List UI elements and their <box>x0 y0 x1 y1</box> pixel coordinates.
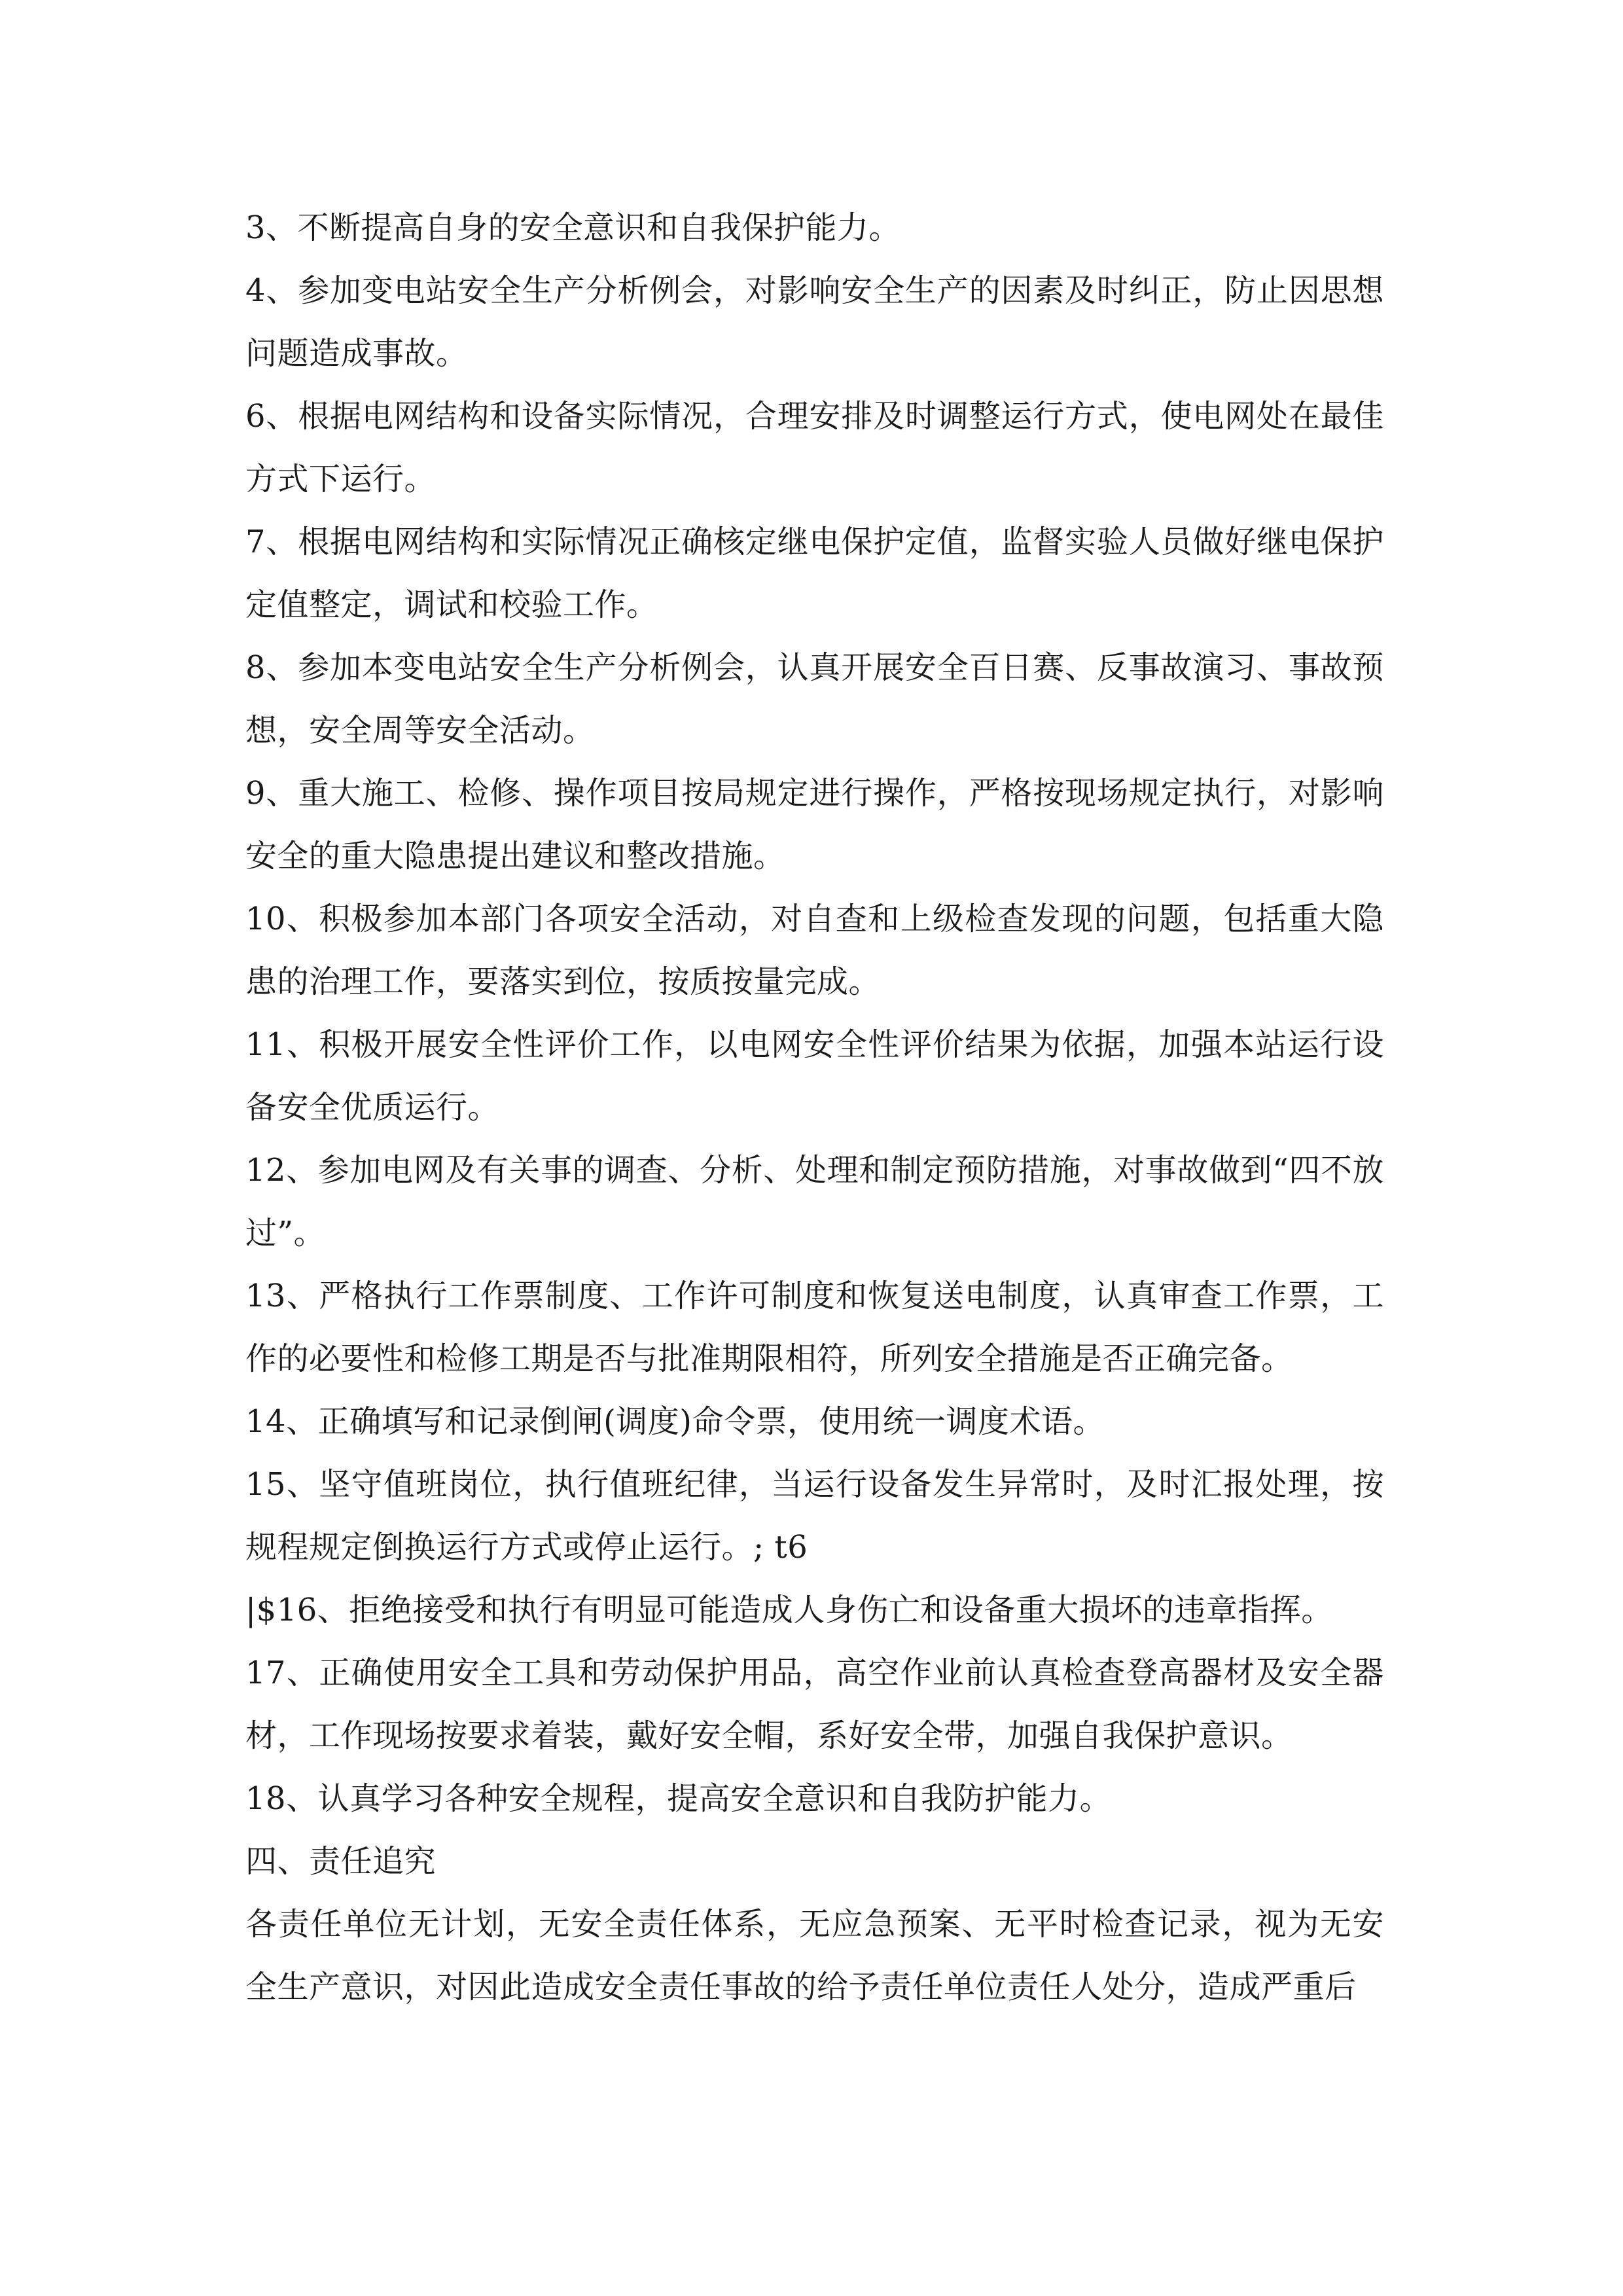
paragraph-item-12: 12、参加电网及有关事的调查、分析、处理和制定预防措施，对事故做到“四不放过”。 <box>245 1152 1384 1251</box>
section-heading: 四、责任追究 <box>245 1843 437 1880</box>
paragraph-item-11: 11、积极开展安全性评价工作，以电网安全性评价结果为依据，加强本站运行设备安全优质运行。 <box>245 1026 1384 1126</box>
paragraph-item-10: 10、积极参加本部门各项安全活动，对自查和上级检查发现的问题，包括重大隐患的治理工作，要落实到位，按质按量完成。 <box>245 901 1384 1000</box>
paragraph-item-15: 15、坚守值班岗位，执行值班纪律，当运行设备发生异常时，及时汇报处理，按规程规定倒换运行方式或停止运行。; t6 <box>245 1466 1384 1566</box>
paragraph-item-13: 13、严格执行工作票制度、工作许可制度和恢复送电制度，认真审查工作票，工作的必要性和检修工期是否与批准期限相符，所列安全措施是否正确完备。 <box>245 1278 1384 1377</box>
paragraph-item-9: 9、重大施工、检修、操作项目按局规定进行操作，严格按现场规定执行，对影响安全的重大隐患提出建议和整改措施。 <box>245 775 1384 874</box>
paragraph-item-17: 17、正确使用安全工具和劳动保护用品，高空作业前认真检查登高器材及安全器材，工作现场按要求着装，戴好安全帽，系好安全带，加强自我保护意识。 <box>245 1655 1384 1754</box>
document-body <box>245 196 1384 2018</box>
paragraph-item-3: 3、不断提高自身的安全意识和自我保护能力。 <box>245 209 901 246</box>
paragraph-item-8: 8、参加本变电站安全生产分析例会，认真开展安全百日赛、反事故演习、事故预想，安全周等安全活动。 <box>245 649 1384 749</box>
paragraph-item-7: 7、根据电网结构和实际情况正确核定继电保护定值，监督实验人员做好继电保护定值整定，调试和校验工作。 <box>245 524 1384 623</box>
paragraph-item-18: 18、认真学习各种安全规程，提高安全意识和自我防护能力。 <box>245 1780 1112 1817</box>
paragraph-item-6: 6、根据电网结构和设备实际情况，合理安排及时调整运行方式，使电网处在最佳方式下运行。 <box>245 398 1384 497</box>
paragraph-accountability: 各责任单位无计划，无安全责任体系，无应急预案、无平时检查记录，视为无安全生产意识，对因此造成安全责任事故的给予责任单位责任人处分，造成严重后 <box>245 1906 1384 2005</box>
paragraph-item-16: |$16、拒绝接受和执行有明显可能造成人身伤亡和设备重大损坏的违章指挥。 <box>245 1592 1333 1628</box>
paragraph-item-4: 4、参加变电站安全生产分析例会，对影响安全生产的因素及时纠正，防止因思想问题造成事故。 <box>245 272 1384 372</box>
paragraph-item-14: 14、正确填写和记录倒闸(调度)命令票，使用统一调度术语。 <box>245 1403 1105 1440</box>
